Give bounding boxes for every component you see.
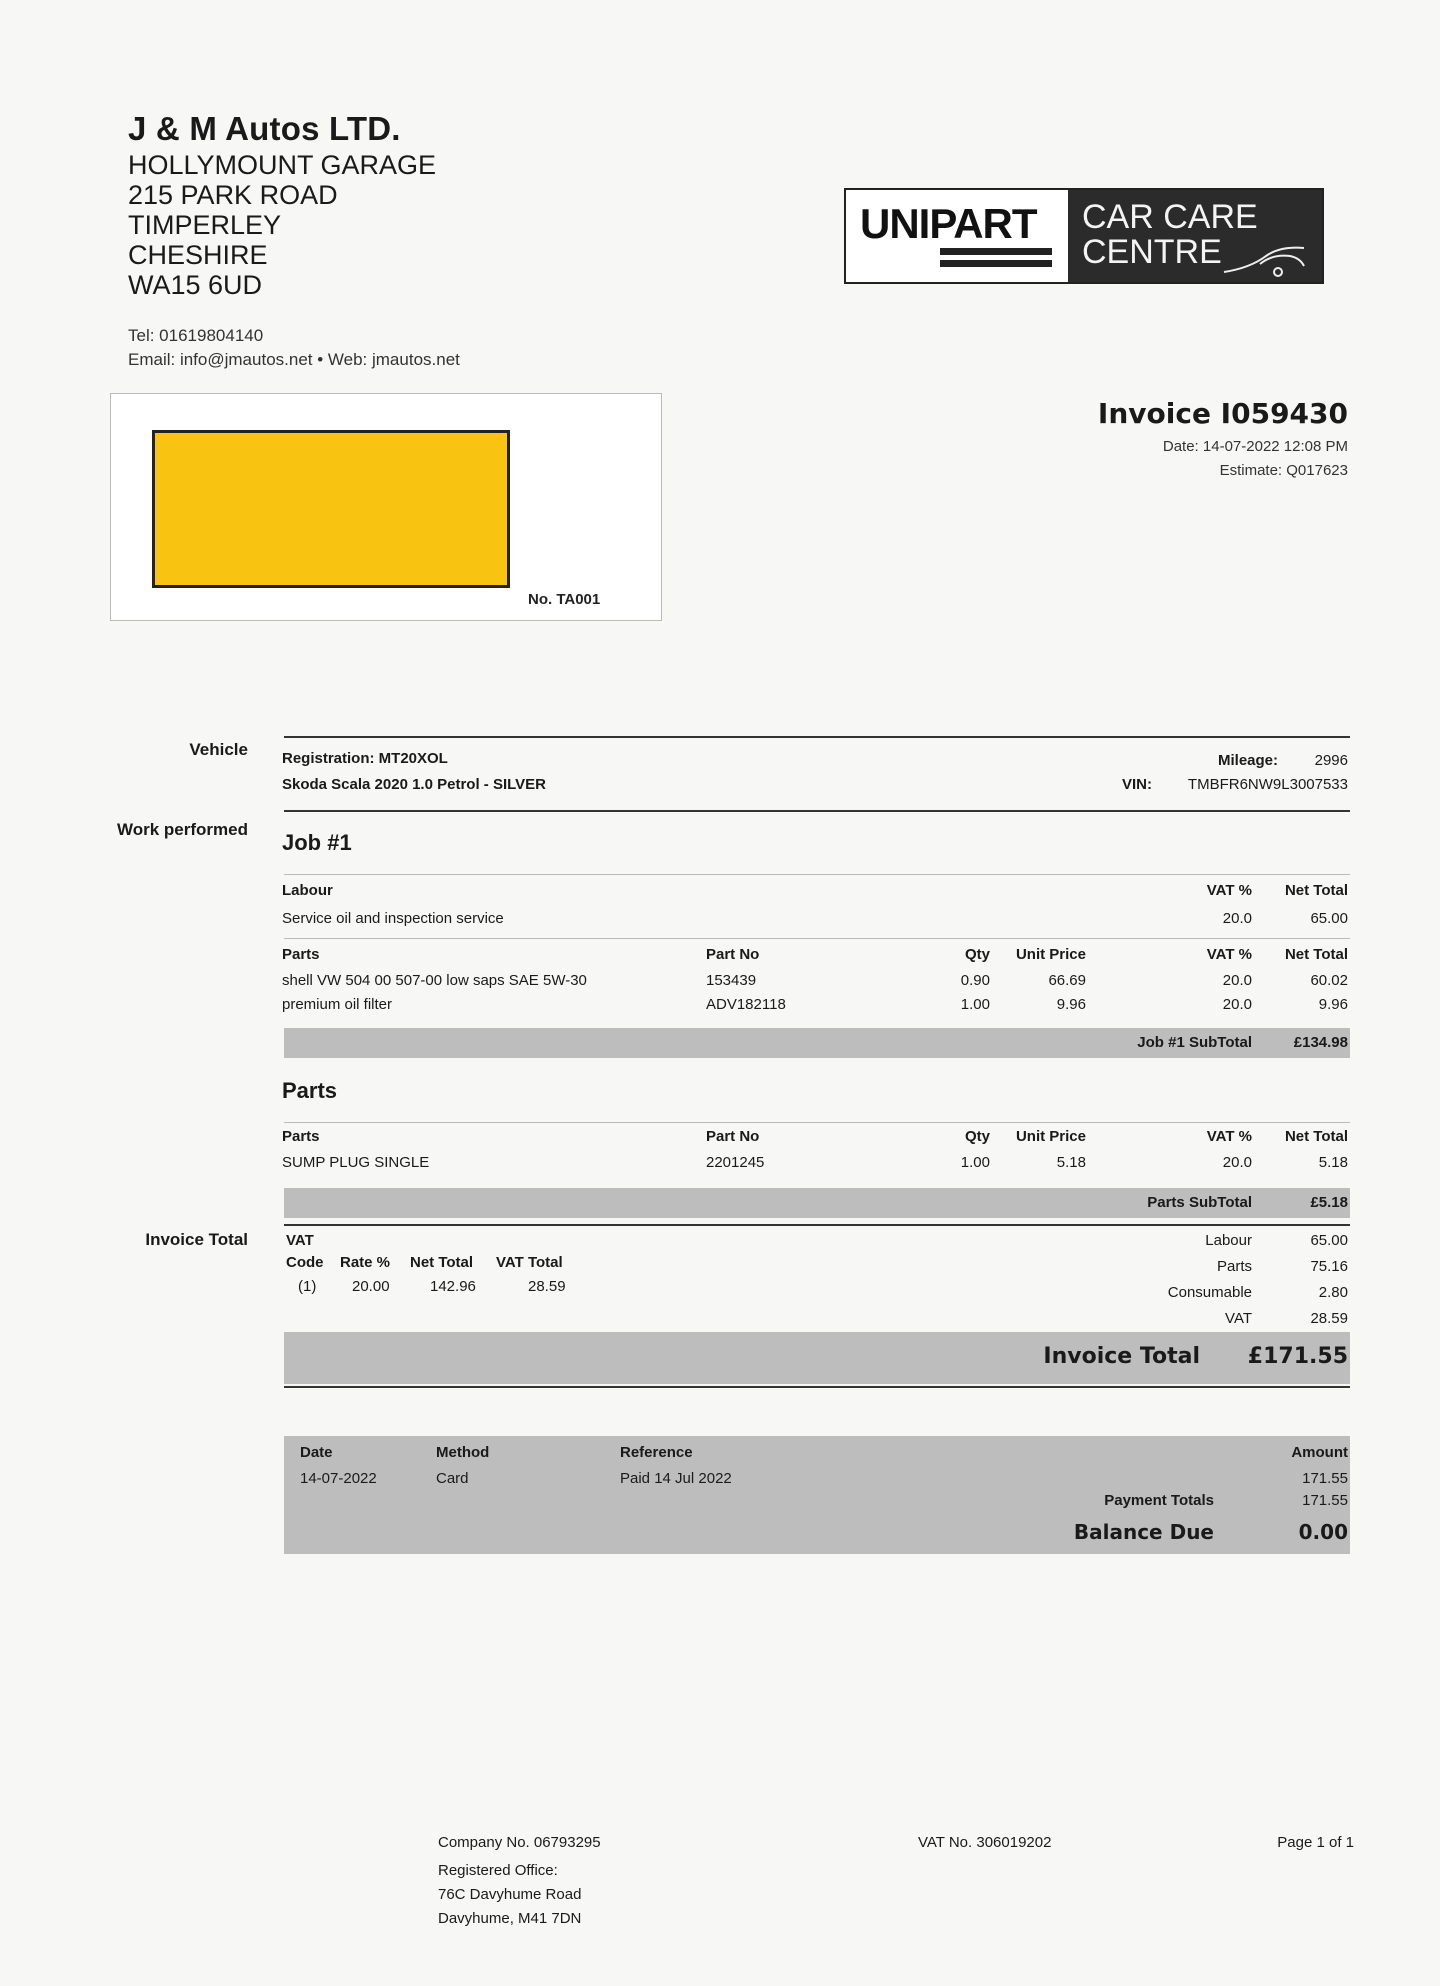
vat-net: 142.96 (430, 1278, 476, 1295)
logo-line: CAR CARE (1082, 198, 1258, 236)
mileage-label: Mileage: (1218, 752, 1279, 769)
part-number: ADV182118 (706, 996, 786, 1013)
payment-date: 14-07-2022 (300, 1470, 377, 1487)
invoice-total-label: Invoice Total (145, 1230, 248, 1249)
labour-vat: 20.0 (1222, 910, 1252, 927)
total-labour-label: Labour (1205, 1232, 1252, 1249)
footer-page-number: Page 1 of 1 (1277, 1834, 1354, 1851)
divider (284, 1224, 1350, 1226)
address-line: WA15 6UD (128, 270, 263, 300)
part-qty: 0.90 (960, 972, 990, 989)
part-no-header: Part No (706, 946, 760, 963)
part-unit-price: 66.69 (1048, 972, 1086, 989)
vin-label: VIN: (1122, 776, 1152, 793)
divider (284, 1122, 1350, 1123)
footer-office-line: 76C Davyhume Road (438, 1886, 582, 1903)
labour-net-header: Net Total (1284, 882, 1348, 899)
address-line: HOLLYMOUNT GARAGE (128, 150, 437, 180)
company-contact (128, 324, 460, 372)
mileage-value: 2996 (1314, 752, 1348, 769)
part-description: premium oil filter (282, 996, 393, 1013)
payment-date-header: Date (300, 1444, 333, 1461)
labour-net: 65.00 (1310, 910, 1348, 927)
invoice-estimate: Estimate: Q017623 (1219, 462, 1348, 479)
address-line: CHESHIRE (128, 240, 268, 270)
logo-bar (940, 248, 1052, 255)
footer-vat-no: VAT No. 306019202 (918, 1834, 1052, 1851)
payment-method: Card (436, 1470, 469, 1487)
total-vat-value: 28.59 (1310, 1310, 1348, 1327)
parts-header: Parts (282, 946, 320, 963)
payment-amount: 171.55 (1302, 1470, 1348, 1487)
company-email-web: Email: info@jmautos.net • Web: jmautos.net (128, 350, 460, 369)
payment-amount-header: Amount (1291, 1444, 1348, 1461)
job-title: Job #1 (282, 830, 352, 855)
labour-description: Service oil and inspection service (282, 910, 504, 927)
total-consumable-label: Consumable (1167, 1284, 1252, 1301)
logo-bar (940, 260, 1052, 267)
work-performed-label: Work performed (117, 820, 248, 839)
registration-plate-image (152, 430, 510, 588)
logo-brand-panel (846, 190, 1068, 282)
total-vat-label: VAT (1225, 1310, 1252, 1327)
divider (284, 736, 1350, 738)
vat-code-header: Code (286, 1254, 324, 1271)
vat-header: VAT % (1206, 1128, 1252, 1145)
invoice-total-value: £171.55 (1247, 1344, 1348, 1369)
total-parts-value: 75.16 (1310, 1258, 1348, 1275)
unipart-logo (844, 188, 1324, 284)
part-description: shell VW 504 00 507-00 low saps SAE 5W-30 (282, 972, 587, 989)
part-net: 9.96 (1318, 996, 1348, 1013)
logo-line: CENTRE (1082, 233, 1222, 271)
qty-header: Qty (964, 1128, 990, 1145)
divider (284, 1386, 1350, 1388)
job-subtotal-label: Job #1 SubTotal (1137, 1034, 1252, 1051)
part-no-header: Part No (706, 1128, 760, 1145)
vehicle-registration: Registration: MT20XOL (282, 750, 448, 767)
part-qty: 1.00 (960, 1154, 990, 1171)
balance-due-label: Balance Due (1073, 1520, 1214, 1544)
vin-value: TMBFR6NW9L3007533 (1187, 776, 1348, 793)
vat-summary-header: VAT (286, 1232, 314, 1249)
company-name: J & M Autos LTD. (128, 110, 401, 147)
part-vat: 20.0 (1222, 1154, 1252, 1171)
part-number: 153439 (706, 972, 757, 989)
vat-total: 28.59 (528, 1278, 566, 1295)
net-header: Net Total (1284, 1128, 1348, 1145)
part-description: SUMP PLUG SINGLE (282, 1154, 430, 1171)
part-vat: 20.0 (1222, 996, 1252, 1013)
labour-header: Labour (282, 882, 333, 899)
unit-price-header: Unit Price (1015, 946, 1086, 963)
divider (284, 938, 1350, 939)
labour-vat-header: VAT % (1206, 882, 1252, 899)
payment-reference-header: Reference (620, 1444, 693, 1461)
job-subtotal-value: £134.98 (1293, 1034, 1348, 1051)
total-parts-label: Parts (1216, 1258, 1252, 1275)
vat-header: VAT % (1206, 946, 1252, 963)
total-consumable-value: 2.80 (1318, 1284, 1348, 1301)
invoice-total-label: Invoice Total (1043, 1344, 1200, 1369)
part-net: 5.18 (1318, 1154, 1348, 1171)
footer-registered-office: Registered Office: (438, 1862, 558, 1879)
part-unit-price: 5.18 (1056, 1154, 1086, 1171)
invoice-title: Invoice I059430 (1097, 397, 1348, 430)
footer-company-no: Company No. 06793295 (438, 1834, 601, 1851)
company-tel: Tel: 01619804140 (128, 326, 264, 345)
qty-header: Qty (964, 946, 990, 963)
plate-box-number: No. TA001 (528, 591, 601, 608)
payment-method-header: Method (436, 1444, 490, 1461)
vat-rate: 20.00 (352, 1278, 390, 1295)
total-labour-value: 65.00 (1310, 1232, 1348, 1249)
part-unit-price: 9.96 (1056, 996, 1086, 1013)
unit-price-header: Unit Price (1015, 1128, 1086, 1145)
footer-office-line: Davyhume, M41 7DN (438, 1910, 582, 1927)
vat-total-header: VAT Total (496, 1254, 563, 1271)
divider (284, 874, 1350, 875)
balance-due-value: 0.00 (1298, 1520, 1348, 1544)
car-swoosh-icon (1220, 238, 1310, 278)
part-number: 2201245 (706, 1154, 765, 1171)
address-line: 215 PARK ROAD (128, 180, 338, 210)
parts-subtotal-label: Parts SubTotal (1147, 1194, 1252, 1211)
address-line: TIMPERLEY (128, 210, 282, 240)
part-qty: 1.00 (960, 996, 990, 1013)
logo-text-panel (1068, 190, 1322, 282)
net-header: Net Total (1284, 946, 1348, 963)
vat-code: (1) (298, 1278, 317, 1295)
payment-reference: Paid 14 Jul 2022 (620, 1470, 732, 1487)
company-address (128, 150, 436, 300)
vat-net-header: Net Total (410, 1254, 474, 1271)
payment-totals-label: Payment Totals (1104, 1492, 1214, 1509)
part-net: 60.02 (1310, 972, 1348, 989)
parts-section-title: Parts (282, 1078, 338, 1103)
logo-brand: UNIPART (860, 200, 1037, 247)
divider (284, 810, 1350, 812)
payment-totals-value: 171.55 (1302, 1492, 1348, 1509)
vat-rate-header: Rate % (340, 1254, 391, 1271)
parts-subtotal-value: £5.18 (1310, 1194, 1348, 1211)
invoice-date: Date: 14-07-2022 12:08 PM (1162, 438, 1348, 455)
part-vat: 20.0 (1222, 972, 1252, 989)
parts-header: Parts (282, 1128, 320, 1145)
vehicle-label: Vehicle (189, 740, 248, 759)
vehicle-description: Skoda Scala 2020 1.0 Petrol - SILVER (282, 776, 547, 793)
